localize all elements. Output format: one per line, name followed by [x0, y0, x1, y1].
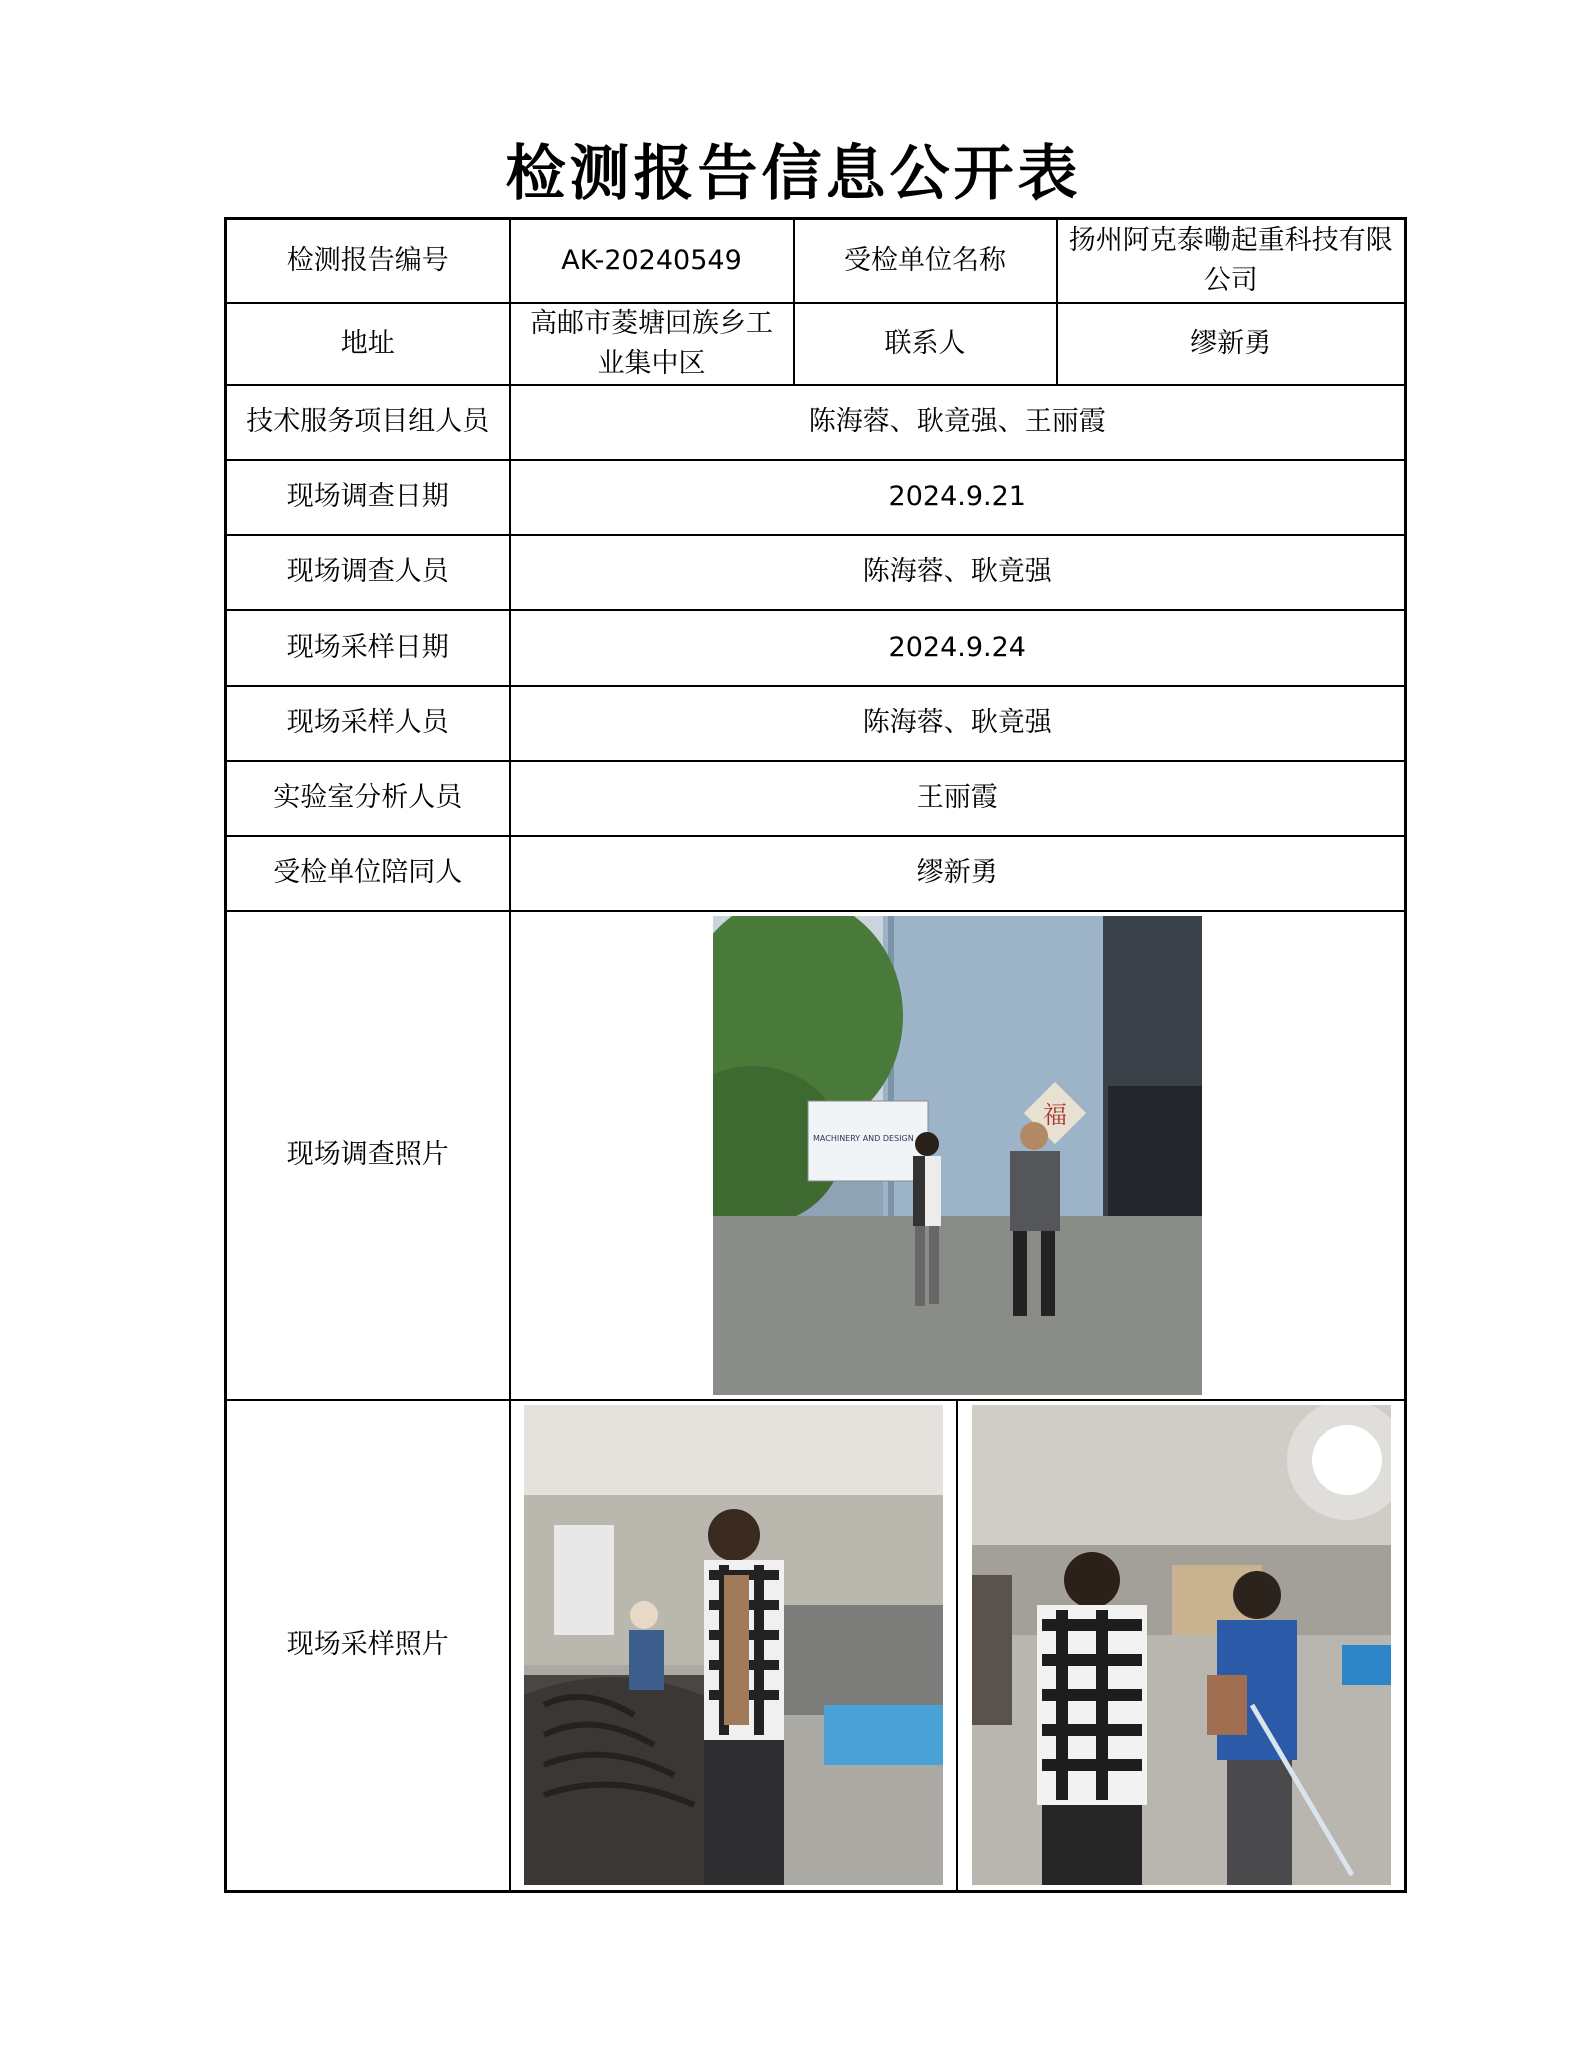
value-address: 高邮市菱塘回族乡工业集中区	[510, 303, 794, 385]
label-survey-date: 现场调查日期	[226, 460, 510, 535]
row-lab-staff	[226, 761, 1406, 836]
row-survey-staff	[226, 535, 1406, 610]
row-report-no	[226, 219, 1406, 303]
label-address: 地址	[226, 303, 510, 385]
label-team: 技术服务项目组人员	[226, 385, 510, 460]
label-survey-staff: 现场调查人员	[226, 535, 510, 610]
row-survey-date	[226, 460, 1406, 535]
row-team	[226, 385, 1406, 460]
label-unit-name: 受检单位名称	[794, 219, 1057, 303]
value-team: 陈海蓉、耿竟强、王丽霞	[510, 385, 1406, 460]
row-sampling-photo	[226, 1400, 1406, 1892]
value-survey-staff: 陈海蓉、耿竟强	[510, 535, 1406, 610]
survey-photo-cell	[510, 911, 1406, 1400]
value-lab-staff: 王丽霞	[510, 761, 1406, 836]
sampling-photo-left	[524, 1405, 943, 1885]
value-escort: 缪新勇	[510, 836, 1406, 911]
sampling-photo-cell	[510, 1400, 1406, 1892]
label-lab-staff: 实验室分析人员	[226, 761, 510, 836]
value-sampling-date: 2024.9.24	[510, 610, 1406, 686]
sampling-photo-right	[972, 1405, 1391, 1885]
value-report-no: AK-20240549	[510, 219, 794, 303]
value-contact: 缪新勇	[1057, 303, 1406, 385]
label-contact: 联系人	[794, 303, 1057, 385]
sign-text: MACHINERY AND DESIGN	[812, 1133, 914, 1143]
label-escort: 受检单位陪同人	[226, 836, 510, 911]
label-survey-photo: 现场调查照片	[226, 911, 510, 1400]
row-sampling-staff	[226, 686, 1406, 761]
label-sampling-staff: 现场采样人员	[226, 686, 510, 761]
label-report-no: 检测报告编号	[226, 219, 510, 303]
value-unit-name: 扬州阿克泰嘞起重科技有限公司	[1057, 219, 1406, 303]
page-title: 检测报告信息公开表	[505, 139, 1082, 209]
report-table	[224, 217, 1407, 1893]
row-address	[226, 303, 1406, 385]
door-char: 福	[1042, 1100, 1067, 1129]
row-survey-photo	[226, 911, 1406, 1400]
value-sampling-staff: 陈海蓉、耿竟强	[510, 686, 1406, 761]
row-escort	[226, 836, 1406, 911]
sampling-photo-right-wrap	[958, 1401, 1404, 1891]
value-survey-date: 2024.9.21	[510, 460, 1406, 535]
survey-photo	[713, 916, 1202, 1395]
label-sampling-photo: 现场采样照片	[226, 1400, 510, 1892]
row-sampling-date	[226, 610, 1406, 686]
label-sampling-date: 现场采样日期	[226, 610, 510, 686]
sampling-photo-left-wrap	[511, 1401, 959, 1891]
